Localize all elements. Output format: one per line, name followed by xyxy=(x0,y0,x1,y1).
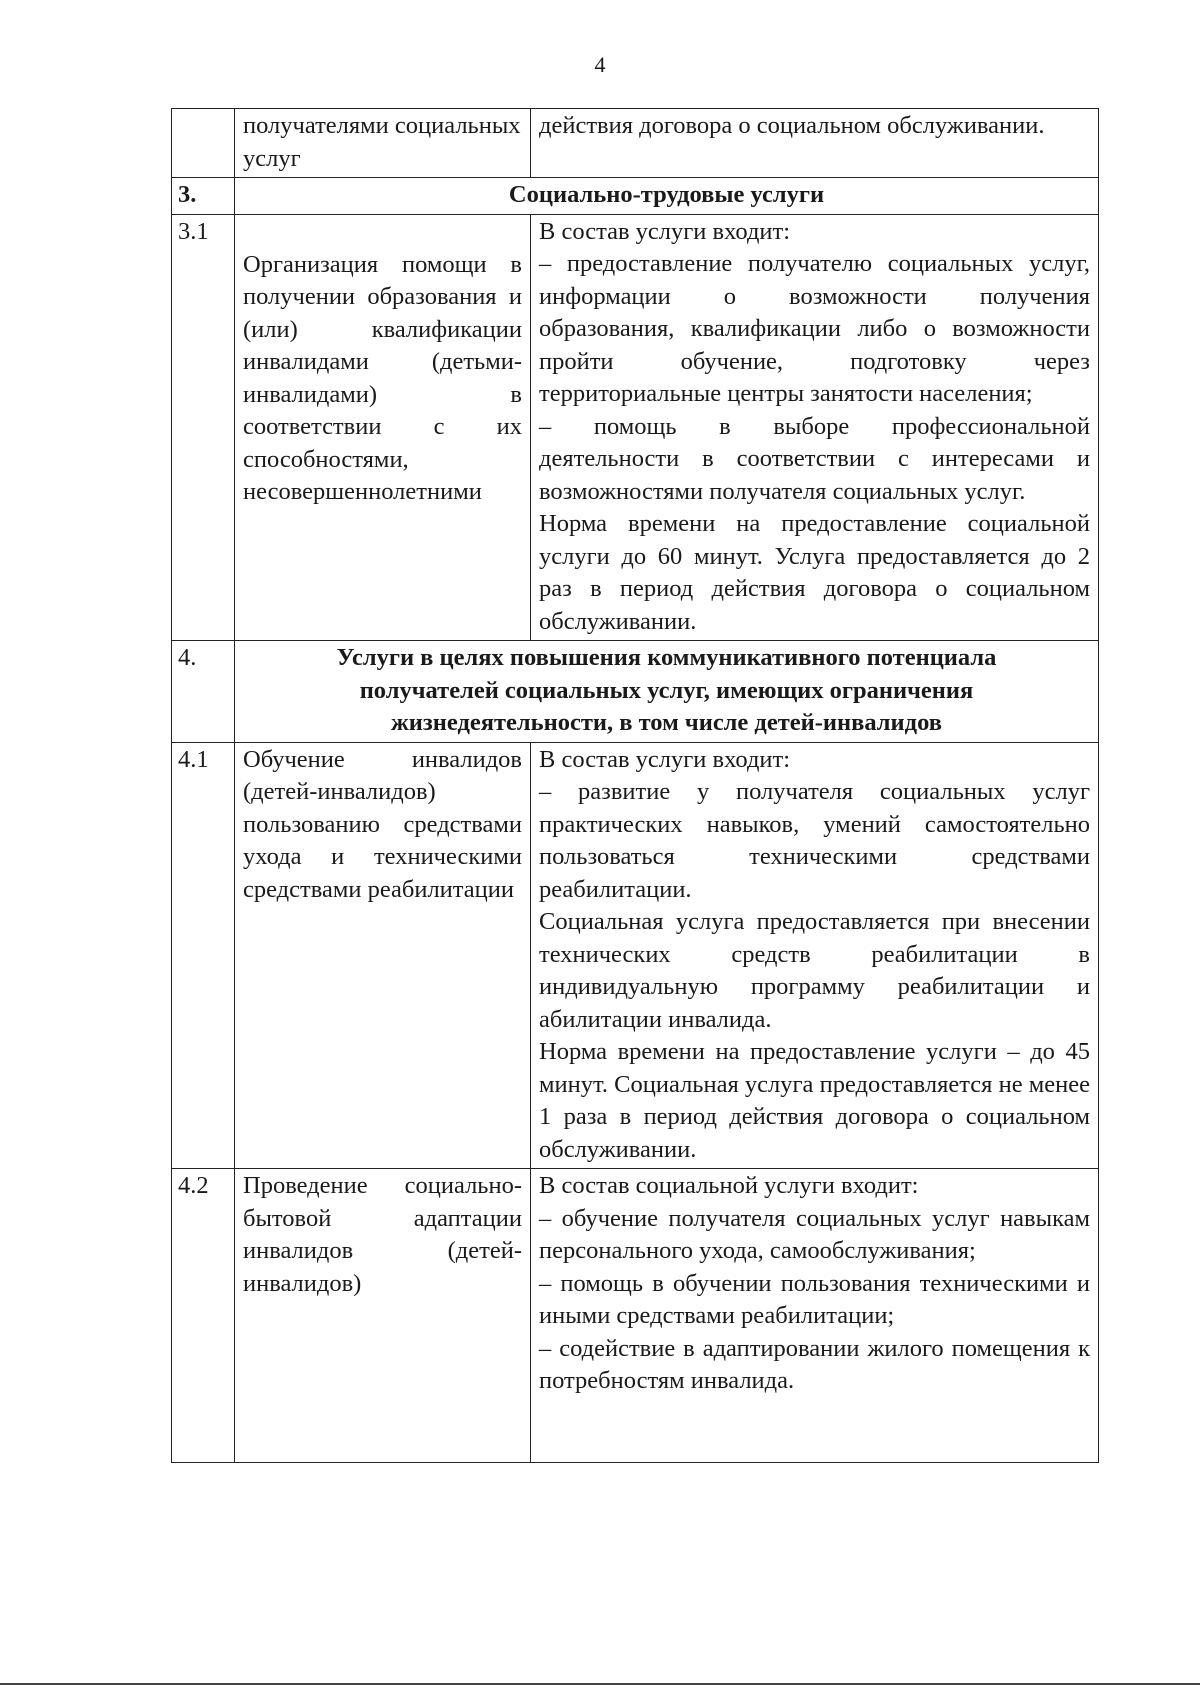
service-description xyxy=(531,742,1099,1169)
description-paragraph: В состав услуги входит: xyxy=(539,217,791,245)
service-description-cell: действия договора о социальном обслуживании. xyxy=(531,109,1099,178)
row-number: 3.1 xyxy=(172,214,235,641)
row-number: 4.2 xyxy=(172,1169,235,1463)
description-paragraph: – развитие у получателя социальных услуг практических навыков, умений самостоятельно пользоваться техническими средствами реабилитации. xyxy=(539,778,1090,903)
service-name: Проведение социально-бытовой адаптации инвалидов (детей-инвалидов) xyxy=(235,1169,531,1463)
scan-edge-line xyxy=(0,1683,1200,1685)
page-number: 4 xyxy=(594,52,606,77)
description-paragraph: Норма времени на предоставление услуги – до 45 минут. Социальная услуга предоставляется не менее 1 раза в период действия договора о социальном обслуживании. xyxy=(539,1038,1090,1163)
row-number: 4.1 xyxy=(172,742,235,1169)
services-table xyxy=(171,108,1099,1463)
service-name: Организация помощи в получении образования и (или) квалификации инвалидами (детьми-инвалидами) в соответствии с их способностями, несовершеннолетними xyxy=(235,214,531,641)
services-table-container xyxy=(171,108,1098,1463)
row-number-cell xyxy=(172,109,235,178)
service-name-cell: получателями социальных услуг xyxy=(235,109,531,178)
description-paragraph: – предоставление получателю социальных услуг, информации о возможности получения образования, квалификации либо о возможности пройти обучение, подготовку через территориальные центры занятости населения; xyxy=(539,250,1090,407)
table-row xyxy=(172,742,1099,1169)
table-row xyxy=(172,214,1099,641)
description-paragraph: – помощь в выборе профессиональной деятельности в соответствии с интересами и возможностями получателя социальных услуг. xyxy=(539,412,1090,505)
service-description xyxy=(531,1169,1099,1463)
table-row-continued xyxy=(172,109,1099,178)
section-title: Социально-трудовые услуги xyxy=(235,178,1099,215)
service-name: Обучение инвалидов (детей-инвалидов) пользованию средствами ухода и техническими средствами реабилитации xyxy=(235,742,531,1169)
section-number: 4. xyxy=(172,641,235,743)
description-paragraph: В состав социальной услуги входит: xyxy=(539,1172,919,1199)
description-paragraph: Социальная услуга предоставляется при внесении технических средств реабилитации в индивидуальную программу реабилитации и абилитации инвалида. xyxy=(539,908,1090,1033)
section-header-row xyxy=(172,178,1099,215)
section-header-row xyxy=(172,641,1099,743)
table-row xyxy=(172,1169,1099,1463)
description-paragraph: – помощь в обучении пользования техническими и иными средствами реабилитации; xyxy=(539,1269,1090,1329)
description-paragraph: – обучение получателя социальных услуг навыкам персонального ухода, самообслуживания; xyxy=(539,1204,1090,1264)
section-number: 3. xyxy=(172,178,235,215)
description-paragraph: – содействие в адаптировании жилого помещения к потребностям инвалида. xyxy=(539,1334,1090,1394)
service-description xyxy=(531,214,1099,641)
description-paragraph: Норма времени на предоставление социальной услуги до 60 минут. Услуга предоставляется до 2 раз в период действия договора о социальном обслуживании. xyxy=(539,510,1090,635)
section-title: Услуги в целях повышения коммуникативного потенциала получателей социальных услуг, имеющих ограничения жизнедеятельности, в том числе детей-инвалидов xyxy=(235,641,1099,743)
description-paragraph: В состав услуги входит: xyxy=(539,745,791,773)
